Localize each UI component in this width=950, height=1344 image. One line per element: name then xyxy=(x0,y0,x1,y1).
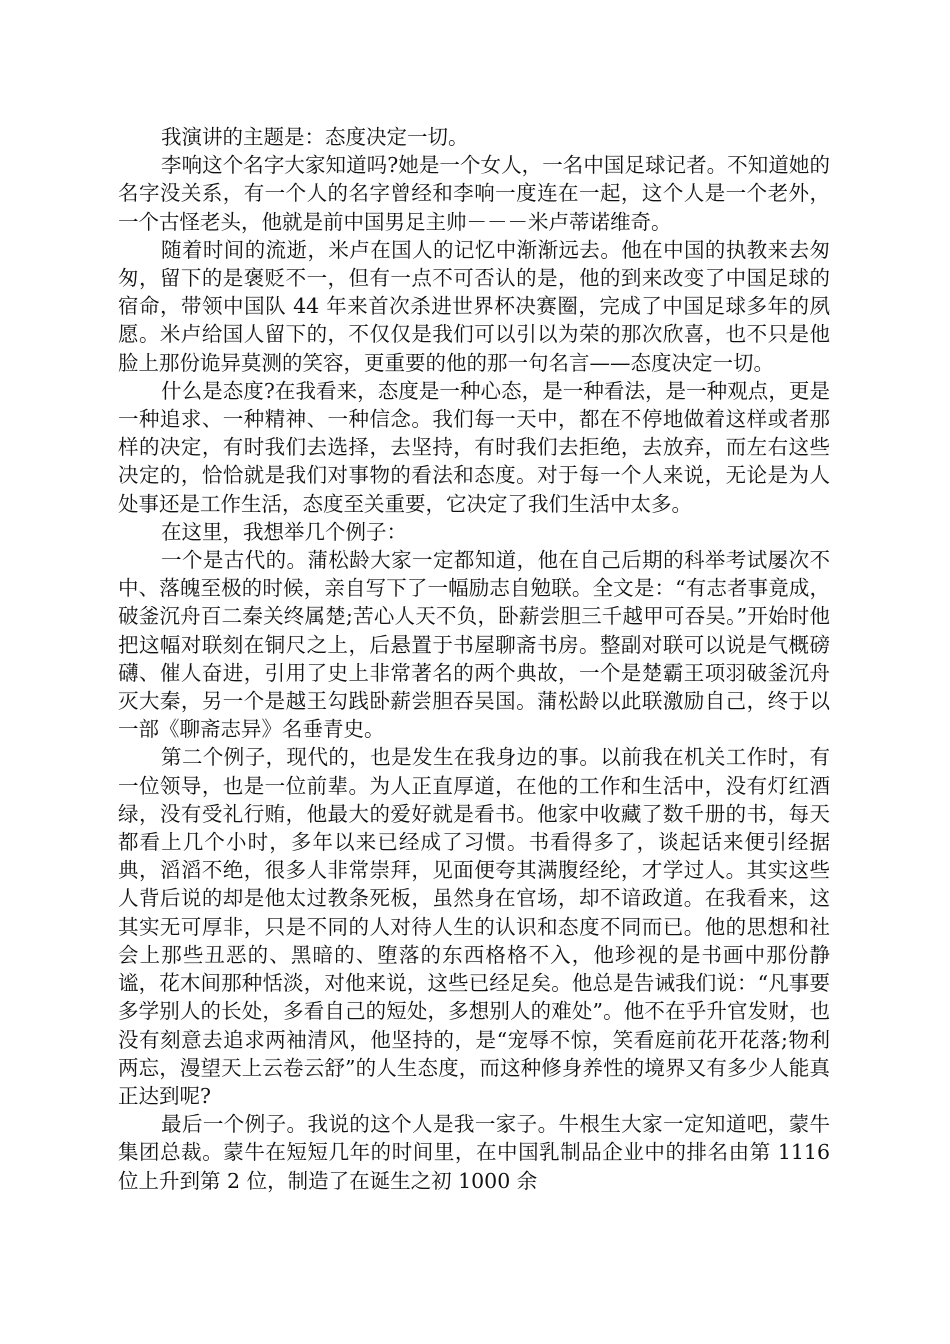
paragraph-lixiang: 李响这个名字大家知道吗?她是一个女人，一名中国足球记者。不知道她的名字没关系，有一个人的名字曾经和李响一度连在一起，这个人是一个老外，一个古怪老头，他就是前中国男足主帅－－－米卢蒂诺维奇。 xyxy=(118,153,830,234)
paragraph-milu: 随着时间的流逝，米卢在国人的记忆中渐渐远去。他在中国的执教来去匆匆，留下的是褒贬不一，但有一点不可否认的是，他的到来改变了中国足球的宿命，带领中国队 44 年来首次杀进世界杯决赛圈，完成了中国足球多年的夙愿。米卢给国人留下的，不仅仅是我们可以引以为荣的那次欣喜，也不只是他脸上那份诡异莫测的笑容，更重要的他的那一句名言——态度决定一切。 xyxy=(118,237,830,375)
paragraph-example-last: 最后一个例子。我说的这个人是我一家子。牛根生大家一定知道吧，蒙牛集团总裁。蒙牛在短短几年的时间里，在中国乳制品企业中的排名由第 1116 位上升到第 2 位，制造了在诞生之初 1000 余 xyxy=(118,1112,830,1193)
speech-body xyxy=(118,123,830,1195)
paragraph-example-ancient: 一个是古代的。蒲松龄大家一定都知道，他在自己后期的科举考试屡次不中、落魄至极的时候，亲自写下了一幅励志自勉联。全文是：“有志者事竟成，破釜沉舟百二秦关终属楚;苦心人天不负，卧薪尝胆三千越甲可吞吴。”开始时他把这幅对联刻在铜尺之上，后悬置于书屋聊斋书房。整副对联可以说是气概磅礴、催人奋进，引用了史上非常著名的两个典故，一个是楚霸王项羽破釜沉舟灭大秦，另一个是越王勾践卧薪尝胆吞吴国。蒲松龄以此联激励自己，终于以一部《聊斋志异》名垂青史。 xyxy=(118,548,830,742)
paragraph-theme: 我演讲的主题是：态度决定一切。 xyxy=(161,125,469,149)
paragraph-example-modern: 第二个例子，现代的，也是发生在我身边的事。以前我在机关工作时，有一位领导，也是一位前辈。为人正直厚道，在他的工作和生活中，没有灯红酒绿，没有受礼行贿，他最大的爱好就是看书。他家中收藏了数千册的书，每天都看上几个小时，多年以来已经成了习惯。书看得多了，谈起话来便引经据典，滔滔不绝，很多人非常崇拜，见面便夸其满腹经纶，才学过人。其实这些人背后说的却是他太过教条死板，虽然身在官场，却不谙政道。在我看来，这其实无可厚非，只是不同的人对待人生的认识和态度不同而已。他的思想和社会上那些丑恶的、黑暗的、堕落的东西格格不入，他珍视的是书画中那份静谧，花木间那种恬淡，对他来说，这些已经足矣。他总是告诫我们说：“凡事要多学别人的长处，多看自己的短处，多想别人的难处”。他不在乎升官发财，也没有刻意去追求两袖清风，他坚持的，是“宠辱不惊，笑看庭前花开花落;物利两忘，漫望天上云卷云舒”的人生态度，而这种修身养性的境界又有多少人能真正达到呢? xyxy=(118,745,830,1108)
paragraph-examples-intro: 在这里，我想举几个例子： xyxy=(161,519,408,544)
paragraph-attitude-definition: 什么是态度?在我看来，态度是一种心态，是一种看法，是一种观点，更是一种追求、一种精神、一种信念。我们每一天中，都在不停地做着这样或者那样的决定，有时我们去选择，去坚持，有时我们去拒绝，去放弃，而左右这些决定的，恰恰就是我们对事物的看法和态度。对于每一个人来说，无论是为人处事还是工作生活，态度至关重要，它决定了我们生活中太多。 xyxy=(118,378,830,516)
